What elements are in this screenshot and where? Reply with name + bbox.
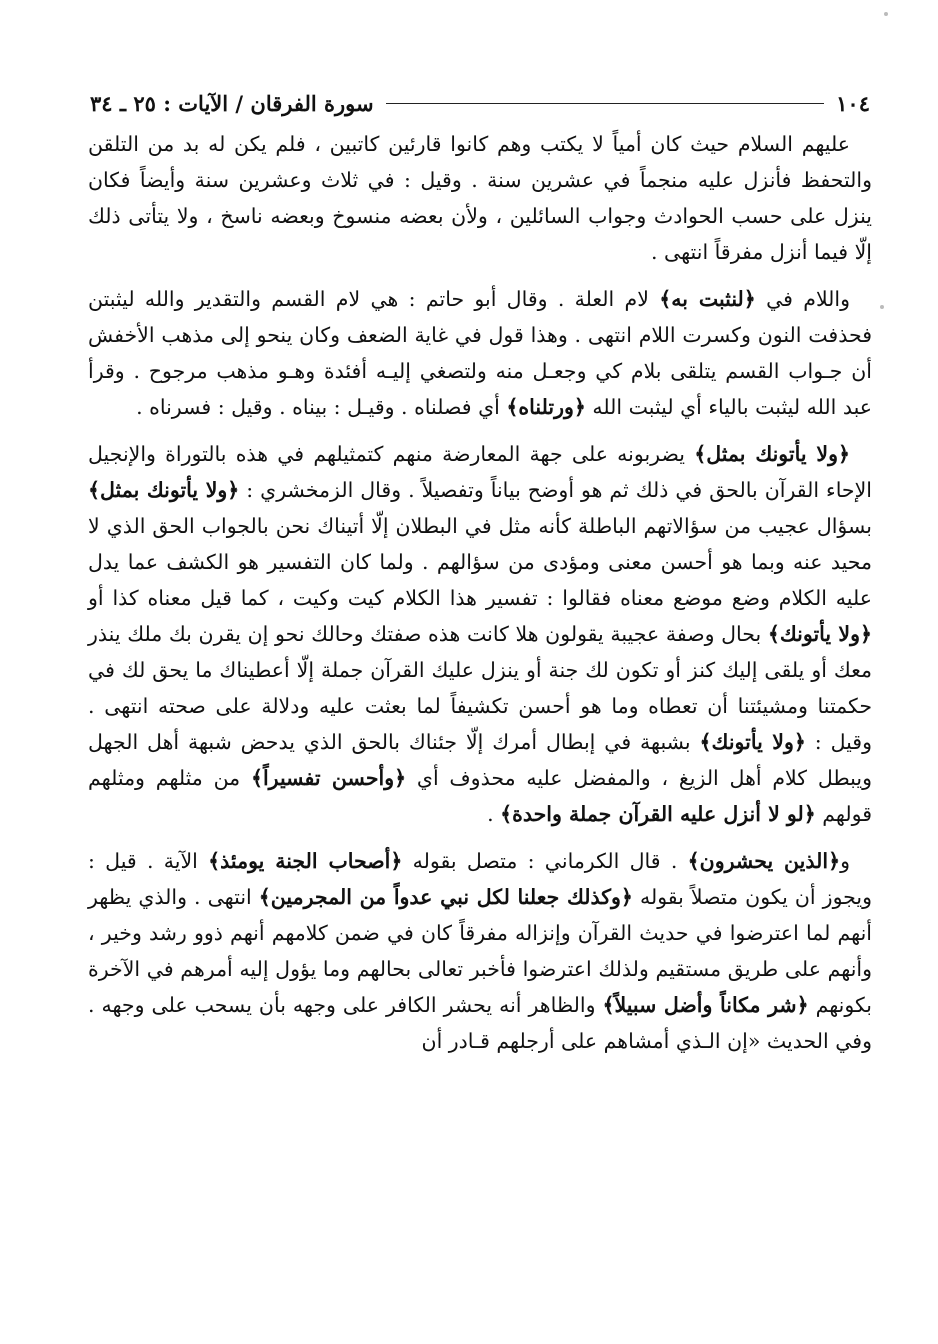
quranic-quote: ﴿لنثبت به﴾ xyxy=(659,287,756,311)
quranic-quote: ﴿أصحاب الجنة يومئذ﴾ xyxy=(208,849,403,873)
text-run: لام العلة . وقال أبو حاتم : هي لام القسم والتقدير والله ليثبتن فحذفت النون وكسرت اللام انتهى . وهذا قول في غاية الضعف وكان ينحو إلى مذهب الأخفش أن جـواب القسم يتلقى بلام كي وجعـل منه ولتصغي إليـه أفئدة وهـو مذهب مرجوح . وقرأ عبد الله ليثبت بالياء أي ليثبت الله xyxy=(88,287,872,419)
quranic-quote: ﴿ولا يأتونك بمثل﴾ xyxy=(694,442,850,466)
text-run: و xyxy=(840,849,850,873)
text-run: انتهى . والذي يظهر أنهم لما اعترضوا في حديث القرآن وإنزاله مفرقاً كان في ضمن كلامهم أنهم ذوو رشد وخير ، وأنهم على طريق مستقيم ولذلك اعترضوا فأخبر تعالى بحالهم وما يؤول إليه أمرهم في الآخرة بكونهم xyxy=(88,885,872,1017)
text-run: واللام في xyxy=(755,287,851,311)
text-run: والظاهر أنه يحشر الكافر على وجهه بأن يسحب على وجهه . وفي الحديث «إن الـذي أمشاهم على أرجلهم قـادر أن xyxy=(88,993,872,1053)
text-run: عليهم السلام حيث كان أمياً لا يكتب وهم كانوا قارئين كاتبين ، فلم يكن له بد من التلقن والتحفظ فأنزل عليه منجماً في عشرين سنة . وقيل : في ثلاث وعشرين سنة وأيضاً فكان ينزل على حسب الحوادث وجواب السائلين ، ولأن بعضه منسوخ وبعضه ناسخ ، ولا يتأتى ذلك إلّا فيما أنزل مفرقاً انتهى . xyxy=(88,132,872,264)
main-text xyxy=(88,126,872,1070)
text-run: . xyxy=(487,802,501,826)
paragraph xyxy=(88,843,872,1059)
header-rule xyxy=(386,103,825,104)
scan-speck xyxy=(884,12,888,16)
quranic-quote: ﴿وكذلك جعلنا لكل نبي عدواً من المجرمين﴾ xyxy=(258,885,633,909)
quranic-quote: ﴿شر مكاناً وأضل سبيلاً﴾ xyxy=(602,993,809,1017)
quranic-quote: ﴿ولا يأتونك﴾ xyxy=(699,730,806,754)
text-run: من مثلهم ومثلهم قولهم xyxy=(88,766,872,826)
quranic-quote: ﴿ولا يأتونك بمثل﴾ xyxy=(88,478,240,502)
paragraph xyxy=(88,126,872,270)
scan-speck xyxy=(880,305,884,309)
text-run: الآية . قيل : ويجوز أن يكون متصلاً بقوله xyxy=(88,849,873,909)
quranic-quote: ﴿لو لا أنزل عليه القرآن جملة واحدة﴾ xyxy=(500,802,816,826)
page-number: ١٠٤ xyxy=(836,90,870,116)
paragraph xyxy=(88,281,872,425)
paragraph xyxy=(88,436,872,832)
text-run: أي فصلناه . وقيـل : بيناه . وقيل : فسرناه . xyxy=(136,395,507,419)
text-run: . قال الكرماني : متصل بقوله xyxy=(402,849,688,873)
running-header xyxy=(90,86,870,120)
quranic-quote: ﴿وأحسن تفسيراً﴾ xyxy=(250,766,407,790)
text-run: يضربونه على جهة المعارضة منهم كتمثيلهم في هذه بالتوراة والإنجيل الإحاء القرآن بالحق في ذلك ثم هو أوضح بياناً وتفصيلاً . وقال الزمخشري : xyxy=(88,442,872,502)
quranic-quote: ﴿الذين يحشرون﴾ xyxy=(687,849,841,873)
quranic-quote: ﴿ورتلناه﴾ xyxy=(506,395,586,419)
text-run: بسؤال عجيب من سؤالاتهم الباطلة كأنه مثل في البطلان إلّا أتيناك نحن بالجواب الحق الذي لا محيد عنه وبما هو أحسن معنى ومؤدى من سؤالهم . ولما كان التفسير هو الكشف عما يدل عليه الكلام وضع موضع معناه فقالوا : تفسير هذا الكلام كيت وكيت ، كما قيل معناه كذا أو xyxy=(88,514,872,610)
quranic-quote: ﴿ولا يأتونك﴾ xyxy=(767,622,873,646)
running-title: سورة الفرقان / الآيات : ٢٥ ـ ٣٤ xyxy=(90,90,374,116)
text-run: بحال وصفة عجيبة يقولون هلا كانت هذه صفتك وحالك نحو إن يقرن بك ملك ينذر معك أو يلقى إليك كنز أو تكون لك جنة أو ينزل عليك القرآن جملة إلّا أعطيناك ما يحق لك في حكمتنا ومشيئتنا أن تعطاه وما هو أحسن تكشيفاً لما بعثت عليه ودلالة على صحته انتهى . وقيل : xyxy=(88,622,872,754)
text-run: بشبهة في إبطال أمرك إلّا جئناك بالحق الذي يدحض شبهة أهل الجهل ويبطل كلام أهل الزيغ ، والمفضل عليه محذوف أي xyxy=(88,730,872,790)
